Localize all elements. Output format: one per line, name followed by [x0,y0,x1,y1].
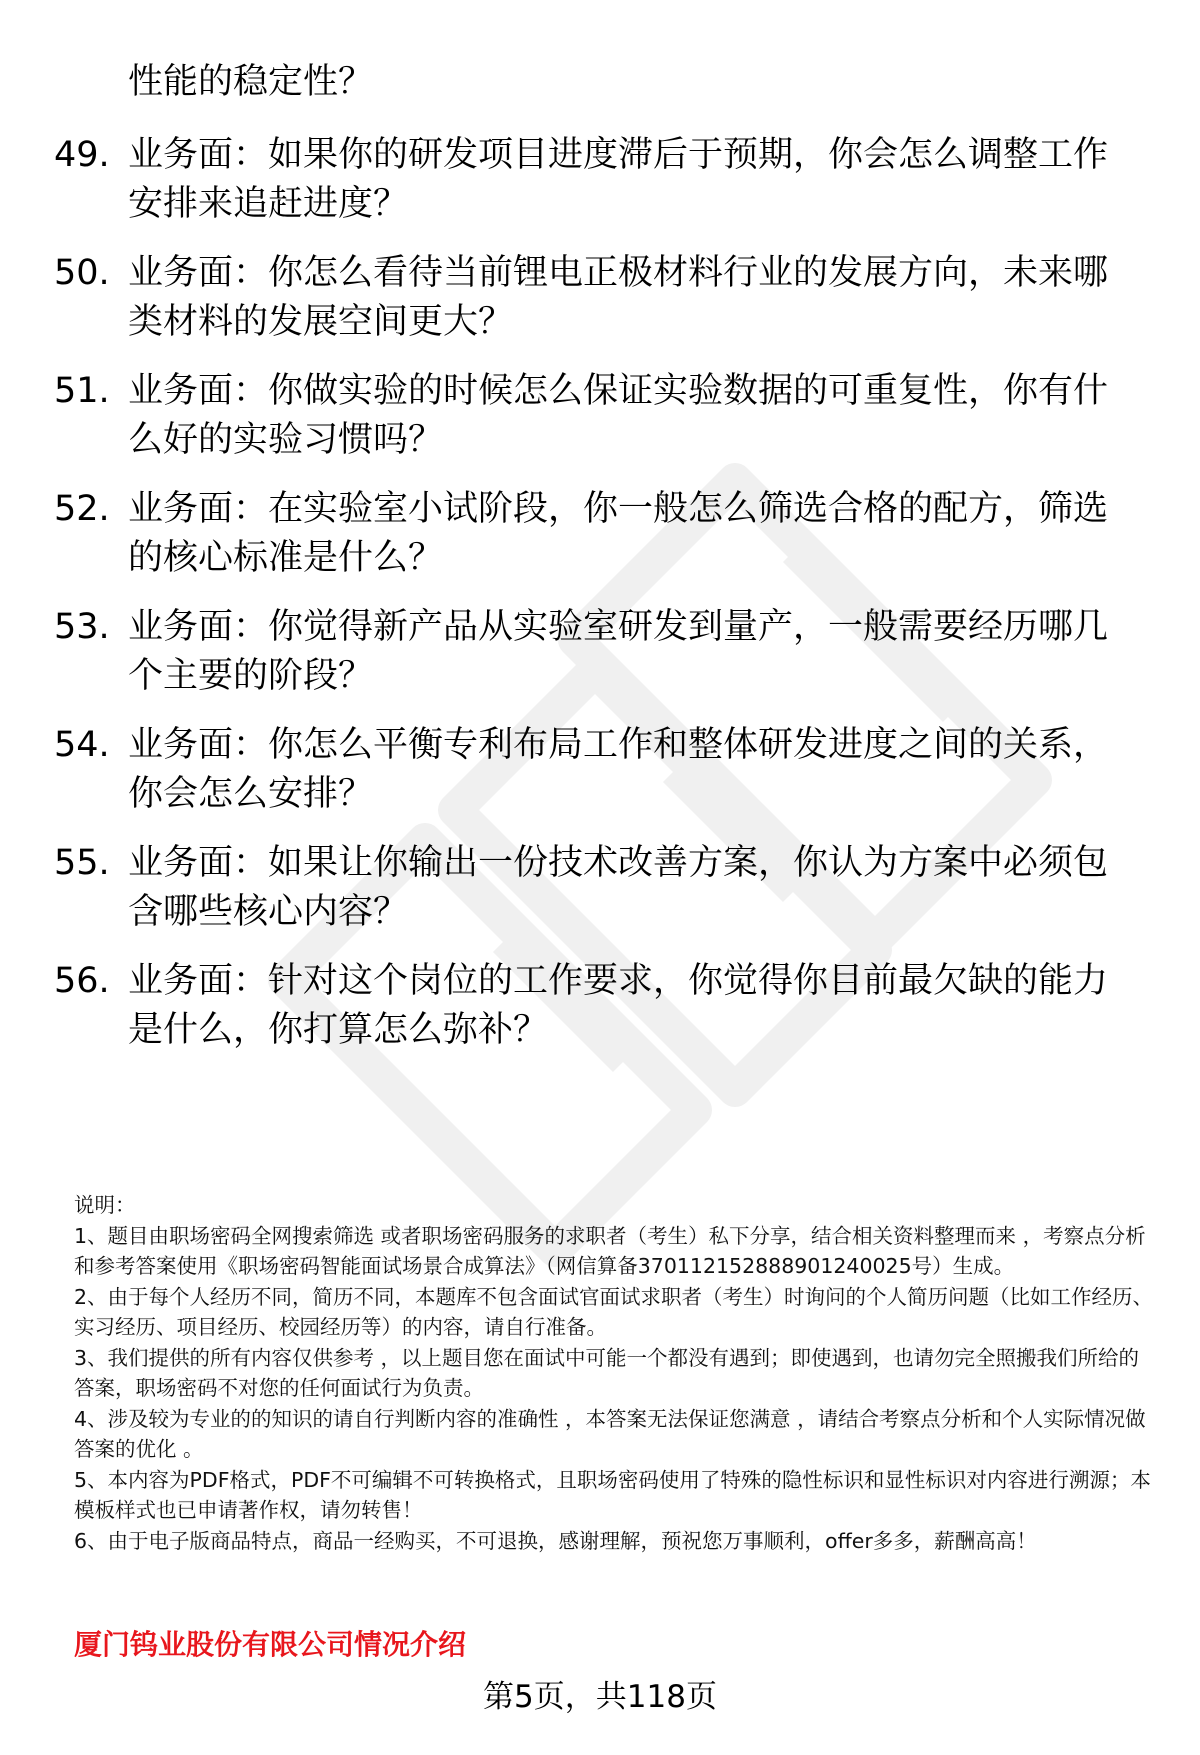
note-item: 5、本内容为PDF格式，PDF不可编辑不可转换格式，且职场密码使用了特殊的隐性标识和显性标识对内容进行溯源；本模板样式也已申请著作权，请勿转售！ [74,1467,1151,1522]
question-text: 业务面：你做实验的时候怎么保证实验数据的可重复性，你有什么好的实验习惯吗？ [128,371,1109,460]
note-item: 4、涉及较为专业的的知识的请自行判断内容的准确性 ，本答案无法保证您满意 ，请结合考察点分析和个人实际情况做答案的优化 。 [74,1406,1146,1461]
page-indicator: 第5页，共118页 [483,1679,717,1715]
question-text: 业务面：如果你的研发项目进度滞后于预期，你会怎么调整工作安排来追赶进度？ [128,135,1109,224]
question-text: 业务面：针对这个岗位的工作要求，你觉得你目前最欠缺的能力是什么，你打算怎么弥补？ [128,961,1109,1050]
question-number: 53. [54,607,110,647]
note-item: 6、由于电子版商品特点，商品一经购买，不可退换，感谢理解，预祝您万事顺利，offer多多，薪酬高高！ [74,1528,1037,1553]
question-text: 业务面：你觉得新产品从实验室研发到量产，一般需要经历哪几个主要的阶段？ [128,607,1109,696]
notes-section [74,1190,1154,1556]
question-text: 业务面：你怎么看待当前锂电正极材料行业的发展方向，未来哪类材料的发展空间更大？ [128,253,1109,342]
question-text: 业务面：如果让你输出一份技术改善方案，你认为方案中必须包含哪些核心内容？ [128,843,1109,932]
note-item: 2、由于每个人经历不同，简历不同，本题库不包含面试官面试求职者（考生）时询问的个人简历问题（比如工作经历、实习经历、项目经历、校园经历等）的内容，请自行准备。 [74,1284,1154,1339]
note-item: 1、题目由职场密码全网搜索筛选 或者职场密码服务的求职者（考生）私下分享，结合相关资料整理而来 ，考察点分析和参考答案使用《职场密码智能面试场景合成算法》（网信算备370112152888901240025号）生成。 [74,1223,1146,1278]
question-number: 51. [54,371,110,411]
question-number: 52. [54,489,110,529]
company-title: 厦门钨业股份有限公司情况介绍 [74,1628,467,1661]
question-number: 50. [54,253,110,293]
question-text: 业务面：你怎么平衡专利布局工作和整体研发进度之间的关系，你会怎么安排？ [128,725,1109,814]
note-item: 3、我们提供的所有内容仅供参考 ，以上题目您在面试中可能一个都没有遇到；即使遇到，也请勿完全照搬我们所给的答案，职场密码不对您的任何面试行为负责。 [74,1345,1140,1400]
question-continuation: 性能的稳定性？ [128,62,374,102]
question-number: 54. [54,725,110,765]
question-number: 55. [54,843,110,883]
question-text: 业务面：在实验室小试阶段，你一般怎么筛选合格的配方，筛选的核心标准是什么？ [128,489,1109,578]
question-number: 56. [54,961,110,1001]
question-number: 49. [54,135,110,175]
notes-heading: 说明： [74,1193,136,1217]
